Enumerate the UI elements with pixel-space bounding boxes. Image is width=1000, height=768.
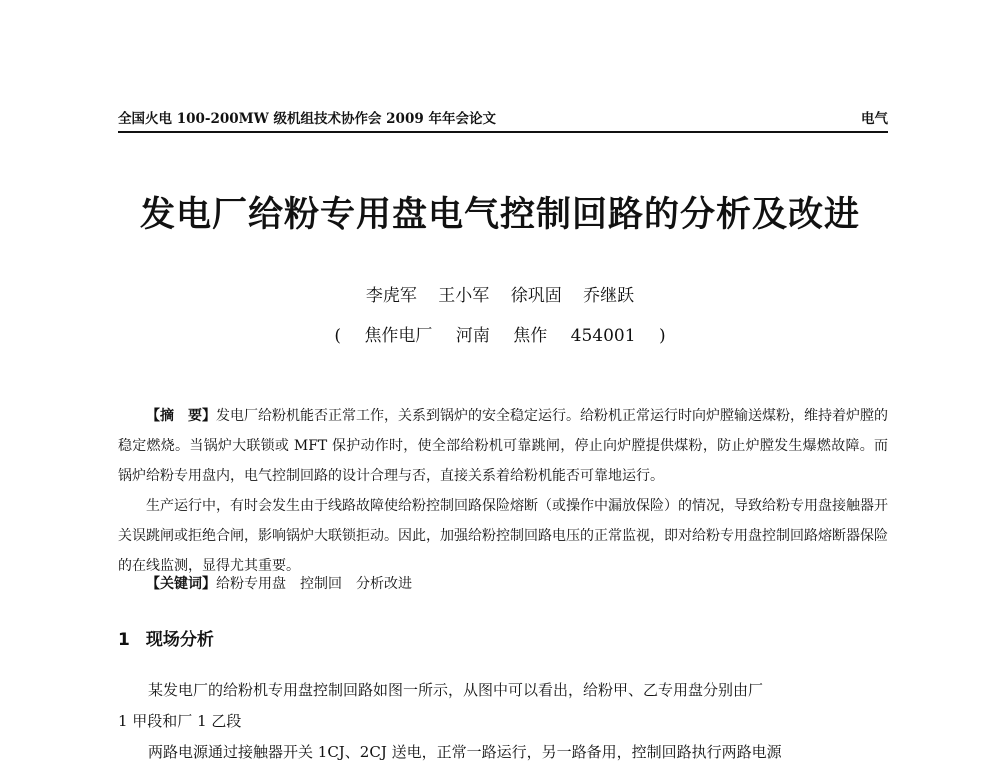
affiliation-postcode: 454001 (570, 326, 636, 346)
author: 乔继跃 (583, 286, 635, 306)
keyword: 分析改进 (356, 576, 412, 592)
section-title: 现场分析 (145, 630, 214, 650)
author: 王小军 (438, 286, 490, 306)
affiliation-open-paren: ( (334, 326, 342, 346)
author: 徐巩固 (510, 286, 562, 306)
section-number: 1 (118, 630, 130, 650)
abstract-label: 【摘 要】 (146, 408, 216, 424)
abstract-paragraph (118, 401, 888, 491)
section-heading (118, 626, 214, 654)
keyword: 给粉专用盘 (216, 576, 286, 592)
section-body (118, 675, 888, 768)
affiliation (0, 324, 1000, 348)
keywords-label: 【关键词】 (146, 576, 216, 592)
body-line: 两路电源通过接触器开关 1CJ、2CJ 送电，正常一路运行，另一路备用，控制回路执行两路电源 (148, 743, 782, 761)
keyword: 控制回 (300, 576, 342, 592)
affiliation-org: 焦作电厂 (364, 326, 433, 346)
running-header (118, 108, 888, 130)
author: 李虎军 (365, 286, 417, 306)
header-category: 电气 (861, 111, 888, 127)
affiliation-close-paren: ) (658, 326, 666, 346)
abstract-text: 发电厂给粉机能否正常工作，关系到锅炉的安全稳定运行。给粉机正常运行时向炉膛输送煤粉，维持着炉膛的稳定燃烧。当锅炉大联锁或 MFT 保护动作时，使全部给粉机可靠跳闸，停止向炉膛提供煤粉，防止炉膛发生爆燃故障。而锅炉给粉专用盘内，电气控制回路的设计合理与否，直接关系着给粉机能否可靠地运行。 (118, 408, 888, 484)
abstract-paragraph: 生产运行中，有时会发生由于线路故障使给粉控制回路保险熔断（或操作中漏放保险）的情况，导致给粉专用盘接触器开关误跳闸或拒绝合闸，影响锅炉大联锁拒动。因此，加强给粉控制回路电压的正常监视，即对给粉专用盘控制回路熔断器保险的在线监测，显得尤其重要。 (118, 498, 888, 574)
header-conference: 全国火电 100-200MW 级机组技术协作会 2009 年年会论文 (118, 111, 496, 127)
keywords (118, 570, 888, 598)
body-line: 1 甲段和厂 1 乙段 (118, 712, 242, 730)
paper-title: 发电厂给粉专用盘电气控制回路的分析及改进 (139, 195, 860, 235)
body-line: 某发电厂的给粉机专用盘控制回路如图一所示，从图中可以看出，给粉甲、乙专用盘分别由厂 (148, 681, 764, 699)
affiliation-province: 河南 (455, 326, 490, 346)
abstract (118, 401, 888, 581)
author-list (0, 284, 1000, 308)
affiliation-city: 焦作 (513, 326, 548, 346)
header-rule (118, 131, 888, 133)
